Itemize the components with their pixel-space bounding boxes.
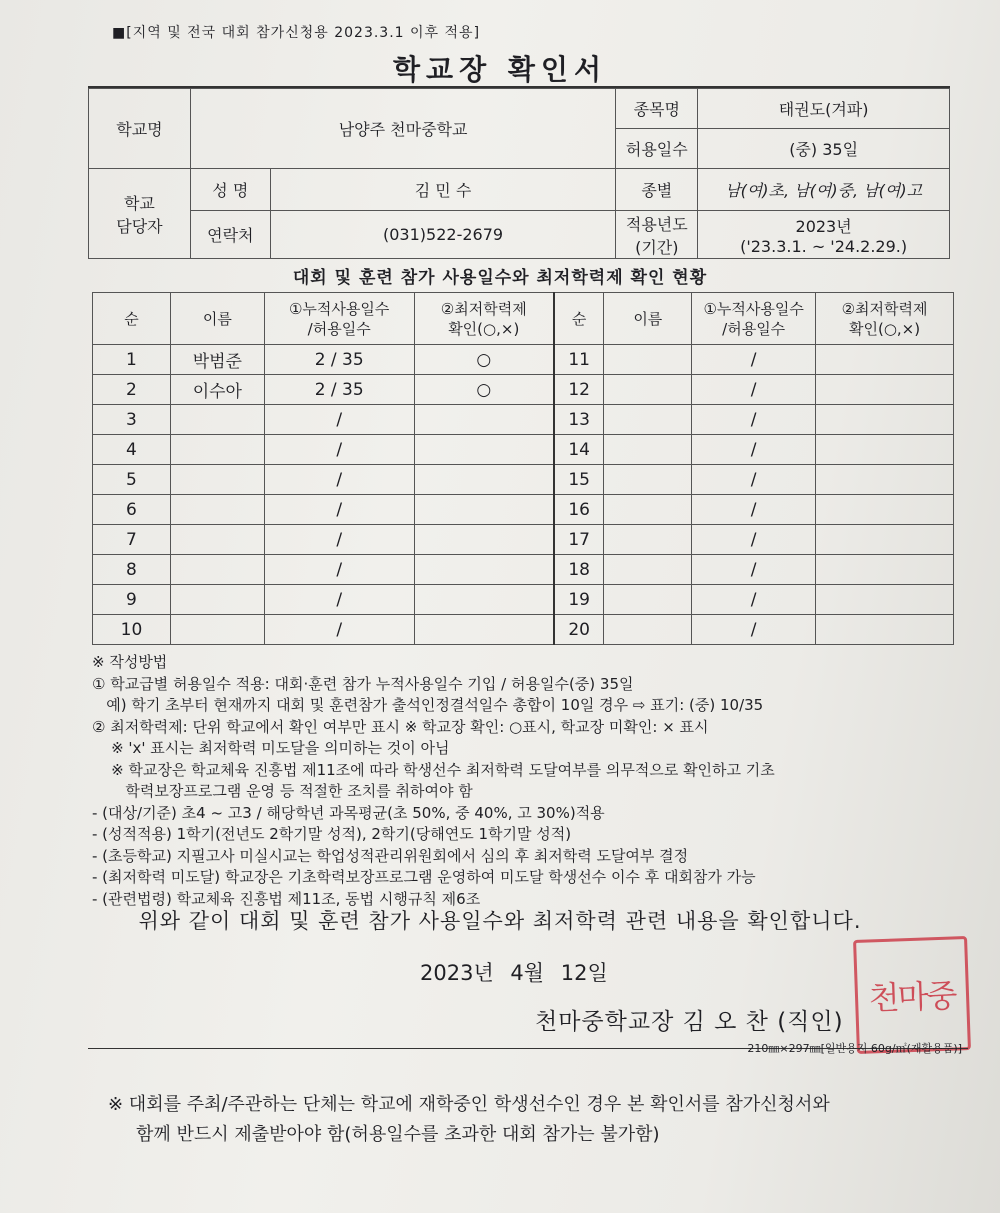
days-value: (중) 35일 <box>698 129 950 169</box>
instruction-line: - (관련법령) 학교체육 진흥법 제11조, 동법 시행규칙 제6조 <box>92 889 481 908</box>
col-days-line1: ①누적사용일수 <box>288 299 390 318</box>
confirmation-statement: 위와 같이 대회 및 훈련 참가 사용일수와 최저학력 관련 내용을 확인합니다. <box>138 909 862 933</box>
row-name <box>604 555 692 585</box>
row-days: / <box>264 435 414 465</box>
row-days: / <box>692 465 816 495</box>
school-value: 남양주 천마중학교 <box>190 89 615 169</box>
row-min-check <box>414 615 554 645</box>
table-row <box>93 345 954 375</box>
row-min-check <box>816 435 954 465</box>
table-row <box>93 555 954 585</box>
school-label: 학교명 <box>89 89 191 169</box>
row-days: 2 / 35 <box>264 345 414 375</box>
row-min-check <box>816 345 954 375</box>
row-number: 10 <box>93 615 171 645</box>
table-row <box>93 525 954 555</box>
year-value-line1: 2023년 <box>795 216 852 236</box>
instruction-line: ① 학교급별 허용일수 적용: 대회·훈련 참가 누적사용일수 기입 / 허용일수(중) 35일 <box>92 674 634 693</box>
row-min-check <box>816 495 954 525</box>
row-name: 이수아 <box>170 375 264 405</box>
row-days: / <box>264 405 414 435</box>
row-number: 19 <box>554 585 604 615</box>
footer-note <box>108 1090 968 1150</box>
confirmation-date: 2023년 4월 12일 <box>420 961 608 985</box>
contact-value: (031)522-2679 <box>270 211 616 259</box>
row-days: / <box>692 375 816 405</box>
row-min-check <box>414 465 554 495</box>
row-name <box>604 495 692 525</box>
row-min-check <box>816 585 954 615</box>
col-no-right: 순 <box>554 293 604 345</box>
year-label-line2: (기간) <box>635 237 679 257</box>
instruction-line: - (성적적용) 1학기(전년도 2학기말 성적), 2학기(당해연도 1학기말 성적) <box>92 825 572 843</box>
category-value: 남(여)초, 남(여)중, 남(여)고 <box>698 169 950 211</box>
row-name <box>604 435 692 465</box>
col-days-right <box>692 293 816 345</box>
row-number: 4 <box>93 435 171 465</box>
year-label-line1: 적용년도 <box>625 214 688 234</box>
row-name: 박범준 <box>170 345 264 375</box>
row-number: 5 <box>93 465 171 495</box>
row-days: / <box>692 555 816 585</box>
col-min-line2: 확인(○,×) <box>448 319 520 338</box>
manager-label-line2: 담당자 <box>116 216 163 236</box>
row-min-check <box>816 465 954 495</box>
table-row <box>93 615 954 645</box>
row-min-check <box>414 555 554 585</box>
name-label: 성 명 <box>190 169 270 211</box>
table-row <box>93 435 954 465</box>
instruction-line: - (최저학력 미도달) 학교장은 기초학력보장프로그램 운영하여 미도달 학생선수 이수 후 대회참가 가능 <box>92 868 756 886</box>
row-name <box>170 615 264 645</box>
row-days: / <box>692 495 816 525</box>
table-row <box>93 585 954 615</box>
row-name <box>170 465 264 495</box>
row-number: 7 <box>93 525 171 555</box>
table-row <box>93 405 954 435</box>
row-days: / <box>692 435 816 465</box>
row-min-check <box>816 615 954 645</box>
row-number: 6 <box>93 495 171 525</box>
row-min-check <box>816 375 954 405</box>
document-title: 학교장 확인서 <box>392 53 608 86</box>
event-label: 종목명 <box>616 89 698 129</box>
col-name: 이름 <box>170 293 264 345</box>
official-seal: 천마중 <box>853 936 971 1054</box>
year-value <box>698 211 950 259</box>
paper-spec: 210㎜×297㎜[일반용지 60g/㎡(재활용품)] <box>747 1042 962 1055</box>
instructions <box>92 652 972 910</box>
instruction-line: - (초등학교) 지필고사 미실시교는 학업성적관리위원회에서 심의 후 최저학력 도달여부 결정 <box>92 846 689 865</box>
row-name <box>604 615 692 645</box>
row-min-check <box>414 405 554 435</box>
row-name <box>170 405 264 435</box>
col-name-right: 이름 <box>604 293 692 345</box>
row-min-check <box>414 585 554 615</box>
row-min-check <box>414 435 554 465</box>
col-days-right-line1: ①누적사용일수 <box>703 299 804 318</box>
row-min-check <box>816 405 954 435</box>
row-min-check: ○ <box>414 345 554 375</box>
row-min-check: ○ <box>414 375 554 405</box>
row-days: / <box>264 525 414 555</box>
row-min-check <box>816 555 954 585</box>
row-number: 3 <box>93 405 171 435</box>
row-number: 15 <box>554 465 604 495</box>
instruction-line: ※ 작성방법 <box>92 653 168 671</box>
col-min <box>414 293 554 345</box>
col-min-line1: ②최저학력제 <box>440 299 527 318</box>
row-number: 14 <box>554 435 604 465</box>
row-days: / <box>264 585 414 615</box>
row-number: 18 <box>554 555 604 585</box>
row-days: / <box>692 525 816 555</box>
row-number: 8 <box>93 555 171 585</box>
row-number: 17 <box>554 525 604 555</box>
row-name <box>604 405 692 435</box>
instruction-line: - (대상/기준) 초4 ~ 고3 / 해당학년 과목평균(초 50%, 중 40%, 고 30%)적용 <box>92 803 605 822</box>
instruction-line: ※ 학교장은 학교체육 진흥법 제11조에 따라 학생선수 최저학력 도달여부를 의무적으로 확인하고 기초 <box>92 760 775 779</box>
row-number: 2 <box>93 375 171 405</box>
row-number: 20 <box>554 615 604 645</box>
row-name <box>604 345 692 375</box>
row-days: 2 / 35 <box>264 375 414 405</box>
row-name <box>604 465 692 495</box>
row-days: / <box>692 405 816 435</box>
row-days: / <box>692 345 816 375</box>
row-number: 16 <box>554 495 604 525</box>
col-min-right <box>816 293 954 345</box>
row-number: 1 <box>93 345 171 375</box>
contact-label: 연락처 <box>190 211 270 259</box>
principal-signature: 천마중학교장 김 오 찬 (직인) <box>535 1009 844 1035</box>
row-days: / <box>264 495 414 525</box>
days-label: 허용일수 <box>616 129 698 169</box>
year-value-line2: ('23.3.1. ~ '24.2.29.) <box>740 236 908 256</box>
event-value: 태권도(겨파) <box>698 89 950 129</box>
table-row <box>93 465 954 495</box>
row-days: / <box>264 615 414 645</box>
row-name <box>170 435 264 465</box>
header-note: ■[지역 및 전국 대회 참가신청용 2023.3.1 이후 적용] <box>112 25 481 41</box>
status-subtitle: 대회 및 훈련 참가 사용일수와 최저학력제 확인 현황 <box>292 268 708 288</box>
col-days <box>264 293 414 345</box>
row-name <box>170 525 264 555</box>
manager-label-line1: 학교 <box>123 193 155 213</box>
row-name <box>604 525 692 555</box>
status-table <box>92 292 954 645</box>
row-name <box>170 585 264 615</box>
row-min-check <box>414 525 554 555</box>
row-days: / <box>692 615 816 645</box>
col-min-right-line1: ②최저학력제 <box>841 299 928 318</box>
instruction-line: 학력보장프로그램 운영 등 적절한 조치를 취하여야 함 <box>92 782 473 800</box>
year-label <box>616 211 698 259</box>
row-name <box>170 555 264 585</box>
footer-line: 함께 반드시 제출받아야 함(허용일수를 초과한 대회 참가는 불가함) <box>136 1124 660 1145</box>
table-row <box>93 375 954 405</box>
row-number: 12 <box>554 375 604 405</box>
name-value: 김 민 수 <box>270 169 616 211</box>
table-row <box>93 495 954 525</box>
row-name <box>604 585 692 615</box>
col-no: 순 <box>93 293 171 345</box>
info-table <box>88 88 950 259</box>
row-days: / <box>264 465 414 495</box>
instruction-line: ② 최저학력제: 단위 학교에서 확인 여부만 표시 ※ 학교장 확인: ○표시, 학교장 미확인: × 표시 <box>92 717 709 736</box>
col-days-line2: /허용일수 <box>307 319 371 338</box>
row-name <box>170 495 264 525</box>
row-min-check <box>816 525 954 555</box>
footer-line: ※ 대회를 주최/주관하는 단체는 학교에 재학중인 학생선수인 경우 본 확인서를 참가신청서와 <box>108 1094 830 1115</box>
row-number: 13 <box>554 405 604 435</box>
row-number: 9 <box>93 585 171 615</box>
row-number: 11 <box>554 345 604 375</box>
col-days-right-line2: /허용일수 <box>722 319 786 338</box>
row-name <box>604 375 692 405</box>
col-min-right-line2: 확인(○,×) <box>848 319 921 338</box>
row-min-check <box>414 495 554 525</box>
manager-label <box>89 169 191 259</box>
category-label: 종별 <box>616 169 698 211</box>
row-days: / <box>692 585 816 615</box>
instruction-line: 예) 학기 초부터 현재까지 대회 및 훈련참가 출석인정결석일수 총합이 10일 경우 ⇨ 표기: (중) 10/35 <box>92 696 764 714</box>
instruction-line: ※ 'x' 표시는 최저학력 미도달을 의미하는 것이 아님 <box>92 739 450 757</box>
row-days: / <box>264 555 414 585</box>
